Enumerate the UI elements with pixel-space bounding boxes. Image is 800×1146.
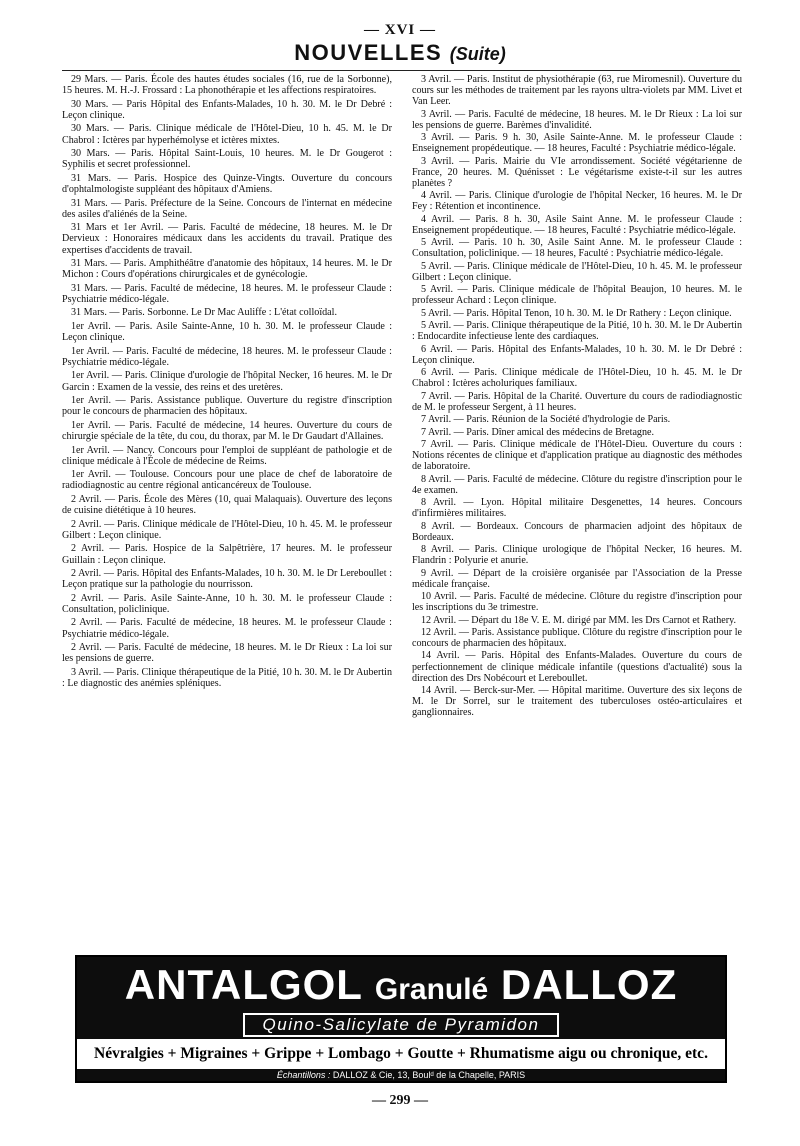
news-entry: 3 Avril. — Paris. Clinique thérapeutique de la Pitié, 10 h. 30. M. le Dr Aubertin : Le diagnostic des anémies spléniques. <box>62 666 392 690</box>
news-entry: 29 Mars. — Paris. École des hautes études sociales (16, rue de la Sorbonne), 15 heures. M. H.-J. Frossard : La phonothérapie et les affections respiratoires. <box>62 74 392 97</box>
news-entry: 2 Avril. — Paris. Clinique médicale de l'Hôtel-Dieu, 10 h. 45. M. le professeur Gilbert : Leçon clinique. <box>62 518 392 541</box>
ad-subtitle: Quino-Salicylate de Pyramidon <box>243 1013 560 1037</box>
news-entry: 14 Avril. — Berck-sur-Mer. — Hôpital maritime. Ouverture des six leçons de M. le Dr Sorrel, sur le traitement des tuberculoses ostéo-articulaires et ganglionnaires. <box>412 685 742 719</box>
ad-brand-left: ANTALGOL <box>124 961 363 1008</box>
ad-brand-right: DALLOZ <box>500 961 678 1008</box>
news-entry: 8 Avril. — Paris. Faculté de médecine. Clôture du registre d'inscription pour le 4e examen. <box>412 473 742 496</box>
news-entry: 5 Avril. — Paris. Clinique médicale de l'Hôtel-Dieu, 10 h. 45. M. le professeur Gilbert : Leçon clinique. <box>412 260 742 283</box>
news-entry: 4 Avril. — Paris. 8 h. 30, Asile Saint Anne. M. le professeur Claude : Enseignement propédeutique. — 18 heures, Faculté : Psychiatrie médico-légale. <box>412 213 742 236</box>
news-entry: 31 Mars. — Paris. Hospice des Quinze-Vingts. Ouverture du concours d'ophtalmologiste suppléant des hôpitaux d'Amiens. <box>62 172 392 195</box>
news-entry: 31 Mars. — Paris. Amphithéâtre d'anatomie des hôpitaux, 14 heures. M. le Dr Michon : Cours d'opérations chirurgicales et de gynécologie. <box>62 258 392 281</box>
news-entry: 31 Mars. — Paris. Préfecture de la Seine. Concours de l'internat en médecine des asiles d'aliénés de la Seine. <box>62 197 392 220</box>
news-entry: 3 Avril. — Paris. Institut de physiothérapie (63, rue Miromesnil). Ouverture du cours sur les méthodes de traitement par les rayons ultra-violets par MM. Livet et Van Leer. <box>412 74 742 108</box>
section-title: NOUVELLES <box>294 40 443 65</box>
news-entry: 8 Avril. — Paris. Clinique urologique de l'hôpital Necker, 16 heures. M. Flandrin : Polyurie et anurie. <box>412 544 742 567</box>
news-entry: 1er Avril. — Paris. Clinique d'urologie de l'hôpital Necker, 16 heures. M. le Dr Garcin : Examen de la vessie, des reins et des uretères. <box>62 370 392 393</box>
news-entry: 1er Avril. — Paris. Assistance publique. Ouverture du registre d'inscription pour le concours de pharmacien des hôpitaux. <box>62 395 392 418</box>
news-entry: 30 Mars. — Paris. Hôpital Saint-Louis, 10 heures. M. le Dr Gougerot : Syphilis et secret professionnel. <box>62 148 392 171</box>
news-entry: 9 Avril. — Départ de la croisière organisée par l'Association de la Presse médicale française. <box>412 567 742 590</box>
news-entry: 3 Avril. — Paris. Faculté de médecine, 18 heures. M. le Dr Rieux : La loi sur les pensions de guerre. Barèmes d'invalidité. <box>412 108 742 131</box>
header-rule <box>62 70 740 71</box>
ad-footer-text: DALLOZ & Cie, 13, Boulᵈ de la Chapelle, PARIS <box>332 1070 526 1080</box>
section-suite: (Suite) <box>449 44 506 64</box>
antalgol-advertisement <box>75 955 727 1083</box>
news-entry: 1er Avril. — Paris. Asile Sainte-Anne, 10 h. 30. M. le professeur Claude : Leçon clinique. <box>62 321 392 344</box>
news-entry: 5 Avril. — Paris. Clinique thérapeutique de la Pitié, 10 h. 30. M. le Dr Aubertin : Endocardite infectieuse lente des cardiaques. <box>412 320 742 343</box>
news-entry: 7 Avril. — Paris. Clinique médicale de l'Hôtel-Dieu. Ouverture du cours : Notions récentes de clinique et d'application pratique au diagnostic des méthodes de laboratoire. <box>412 438 742 473</box>
news-entry: 1er Avril. — Paris. Faculté de médecine, 18 heures. M. le professeur Claude : Psychiatrie médico-légale. <box>62 345 392 368</box>
news-entry: 2 Avril. — Paris. Hospice de la Salpêtrière, 17 heures. M. le professeur Guillain : Leçon clinique. <box>62 543 392 566</box>
section-header <box>0 40 800 66</box>
news-entry: 8 Avril. — Lyon. Hôpital militaire Desgenettes, 14 heures. Concours d'infirmières militaires. <box>412 497 742 520</box>
news-entry: 1er Avril. — Nancy. Concours pour l'emploi de suppléant de pathologie et de clinique médicale à l'École de médecine de Reims. <box>62 444 392 467</box>
news-entry: 30 Mars. — Paris. Clinique médicale de l'Hôtel-Dieu, 10 h. 45. M. le Dr Chabrol : Ictères par hyperhémolyse et ictères mixtes. <box>62 123 392 146</box>
ad-brand <box>77 961 725 1014</box>
ad-footer-label: Échantillons : <box>276 1070 331 1080</box>
news-entry: 14 Avril. — Paris. Hôpital des Enfants-Malades. Ouverture du cours de perfectionnement de clinique médicale infantile (questions d'actualité) sous la direction des Drs Nobécourt et Lereboullet. <box>412 650 742 684</box>
news-entry: 2 Avril. — Paris. Hôpital des Enfants-Malades, 10 h. 30. M. le Dr Lereboullet : Leçon pratique sur la pathologie du nourrisson. <box>62 568 392 591</box>
news-entry: 31 Mars et 1er Avril. — Paris. Faculté de médecine, 18 heures. M. le Dr Dervieux : Honoraires médicaux dans les accidents du travail. Pratique des expertises d'accidents de travail. <box>62 222 392 256</box>
left-column <box>62 74 392 692</box>
news-entry: 30 Mars. — Paris Hôpital des Enfants-Malades, 10 h. 30. M. le Dr Debré : Leçon clinique. <box>62 98 392 121</box>
news-entry: 3 Avril. — Paris. 9 h. 30, Asile Sainte-Anne. M. le professeur Claude : Enseignement propédeutique. — 18 heures, Faculté : Psychiatrie médico-légale. <box>412 132 742 155</box>
news-entry: 6 Avril. — Paris. Clinique médicale de l'Hôtel-Dieu, 10 h. 45. M. le Dr Chabrol : Ictères acholuriques familiaux. <box>412 367 742 390</box>
ad-indications: Névralgies + Migraines + Grippe + Lombago + Goutte + Rhumatisme aigu ou chronique, etc. <box>77 1039 725 1069</box>
news-entry: 10 Avril. — Paris. Faculté de médecine. Clôture du registre d'inscription pour les inscriptions du 3e trimestre. <box>412 591 742 614</box>
ad-brand-middle: Granulé <box>374 973 489 1006</box>
news-entry: 31 Mars. — Paris. Sorbonne. Le Dr Mac Auliffe : L'état colloïdal. <box>71 307 337 319</box>
news-entry: 31 Mars. — Paris. Faculté de médecine, 18 heures. M. le professeur Claude : Psychiatrie médico-légale. <box>62 282 392 305</box>
news-entry: 2 Avril. — Paris. Faculté de médecine, 18 heures. M. le Dr Rieux : La loi sur les pensions de guerre. <box>62 642 392 665</box>
news-entry: 7 Avril. — Paris. Hôpital de la Charité. Ouverture du cours de radiodiagnostic de M. le professeur Sergent, à 11 heures. <box>412 390 742 413</box>
news-entry: 5 Avril. — Paris. Clinique médicale de l'hôpital Beaujon, 10 heures. M. le professeur Achard : Leçon clinique. <box>412 284 742 307</box>
ad-subtitle-wrap <box>77 1013 725 1037</box>
news-entry: 2 Avril. — Paris. Asile Sainte-Anne, 10 h. 30. M. le professeur Claude : Consultation, policlinique. <box>62 592 392 615</box>
news-entry: 3 Avril. — Paris. Mairie du VIe arrondissement. Société végétarienne de France, 20 heures. M. Quénisset : Le végétarisme existe-t-il sur les autres planètes ? <box>412 155 742 189</box>
news-entry: 8 Avril. — Bordeaux. Concours de pharmacien adjoint des hôpitaux de Bordeaux. <box>412 520 742 543</box>
news-entry: 4 Avril. — Paris. Clinique d'urologie de l'hôpital Necker, 16 heures. M. le Dr Fey : Rétention et incontinence. <box>412 190 742 213</box>
ad-footer <box>77 1069 725 1082</box>
roman-page-number: — XVI — <box>363 22 436 38</box>
news-entry: 2 Avril. — Paris. École des Mères (10, quai Malaquais). Ouverture des leçons de cuisine diététique à 10 heures. <box>62 493 392 517</box>
news-entry: 7 Avril. — Paris. Dîner amical des médecins de Bretagne. <box>421 426 655 438</box>
news-entry: 12 Avril. — Paris. Assistance publique. Clôture du registre d'inscription pour le concours de pharmacien des hôpitaux. <box>412 626 742 649</box>
news-entry: 5 Avril. — Paris. 10 h. 30, Asile Saint Anne. M. le professeur Claude : Consultation, policlinique. — 18 heures, Faculté : Psychiatrie médico-légale. <box>412 237 742 260</box>
news-entry: 1er Avril. — Toulouse. Concours pour une place de chef de laboratoire de radiodiagnostic au centre régional anticancéreux de Toulouse. <box>62 469 392 492</box>
news-entry: 1er Avril. — Paris. Faculté de médecine, 14 heures. Ouverture du cours de chirurgie spéciale de la tête, du cou, du thorax, par M. le Dr Gaudart d'Allaines. <box>62 419 392 442</box>
news-entry: 7 Avril. — Paris. Réunion de la Société d'hydrologie de Paris. <box>421 414 671 426</box>
news-entry: 12 Avril. — Départ du 18e V. E. M. dirigé par MM. les Drs Carnot et Rathery. <box>421 614 737 626</box>
right-column <box>412 74 742 720</box>
news-entry: 5 Avril. — Paris. Hôpital Tenon, 10 h. 30. M. le Dr Rathery : Leçon clinique. <box>421 307 732 319</box>
news-entry: 6 Avril. — Paris. Hôpital des Enfants-Malades, 10 h. 30. M. le Dr Debré : Leçon clinique. <box>412 343 742 366</box>
page-number: — 299 — <box>372 1093 428 1108</box>
news-entry: 2 Avril. — Paris. Faculté de médecine, 18 heures. M. le professeur Claude : Psychiatrie médico-légale. <box>62 617 392 640</box>
